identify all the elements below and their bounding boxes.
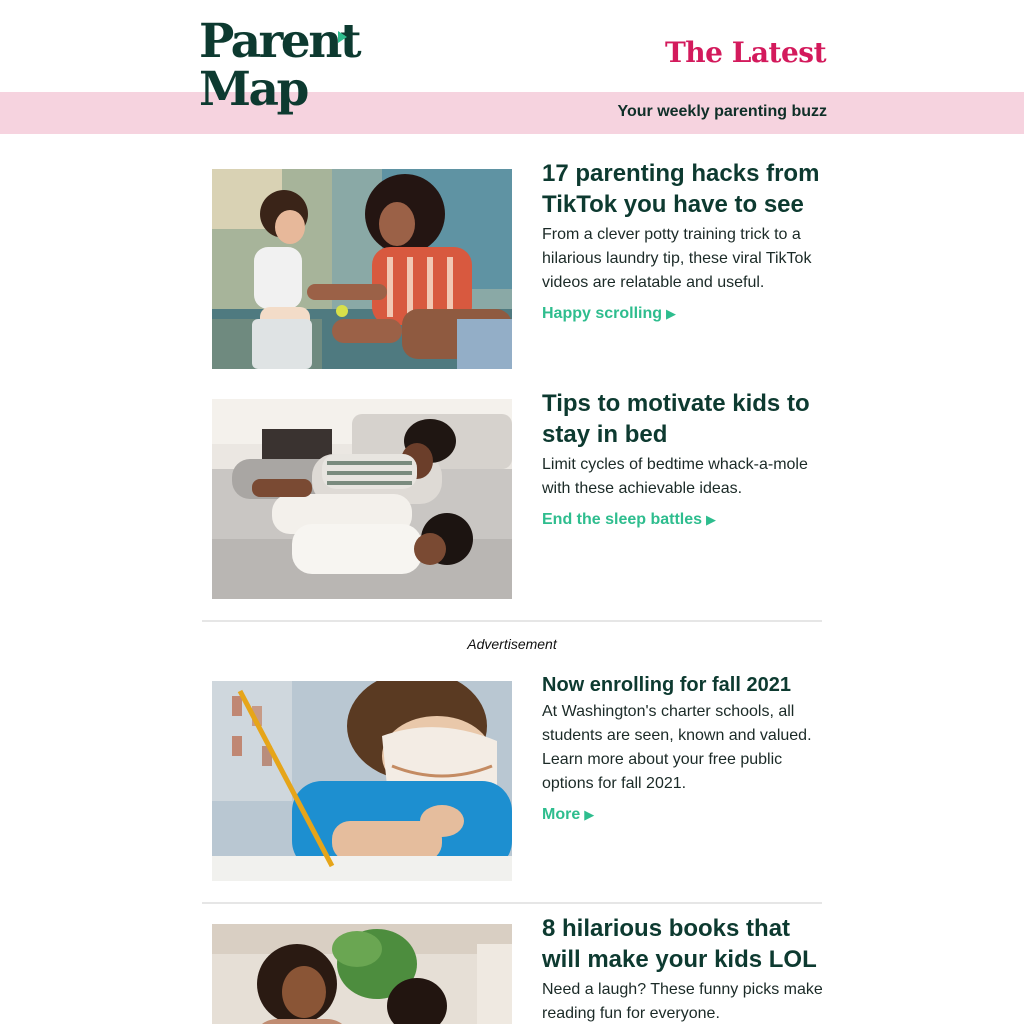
- article-image[interactable]: [212, 399, 512, 599]
- play-triangle-icon: ▶: [706, 512, 717, 527]
- header-band: [0, 92, 1024, 134]
- mother-child-reading-photo: [212, 924, 512, 1024]
- logo-play-icon: [338, 31, 347, 43]
- article-headline[interactable]: Tips to motivate kids to stay in bed: [542, 390, 810, 448]
- ad-headline[interactable]: Now enrolling for fall 2021: [542, 674, 791, 696]
- ad-description: At Washington's charter schools, all students are seen, known and valued. Learn more about your free public options for fall 2021.: [542, 703, 812, 792]
- mother-child-bed-photo: [212, 399, 512, 599]
- more-link[interactable]: [542, 806, 594, 824]
- article-card: [212, 390, 824, 599]
- ad-text: [542, 672, 827, 824]
- happy-scrolling-link[interactable]: [542, 305, 676, 323]
- logo-word-map: Map: [199, 62, 307, 117]
- section-divider: [202, 620, 822, 622]
- cta-label: Happy scrolling: [542, 305, 663, 322]
- ad-image[interactable]: [212, 681, 512, 881]
- end-sleep-battles-link[interactable]: [542, 511, 716, 529]
- play-triangle-icon: ▶: [584, 807, 595, 822]
- section-title: The Latest: [664, 36, 826, 69]
- article-text: [542, 158, 827, 323]
- article-text: [542, 388, 827, 529]
- article-description: From a clever potty training trick to a hilarious laundry tip, these viral TikTok videos are relatable and useful.: [542, 226, 812, 291]
- article-card: [212, 160, 824, 369]
- article-text: [542, 913, 827, 1024]
- article-image[interactable]: [212, 924, 512, 1024]
- ad-card: [212, 674, 824, 881]
- newsletter-tagline: Your weekly parenting buzz: [617, 103, 827, 120]
- newsletter-header: [0, 0, 1024, 134]
- child-writing-photo: [212, 681, 512, 881]
- article-headline[interactable]: 17 parenting hacks from TikTok you have to see: [542, 160, 820, 218]
- article-description: Need a laugh? These funny picks make reading fun for everyone.: [542, 981, 823, 1022]
- mother-toddler-photo: [212, 169, 512, 369]
- play-triangle-icon: ▶: [666, 306, 677, 321]
- section-divider: [202, 902, 822, 904]
- article-description: Limit cycles of bedtime whack-a-mole with these achievable ideas.: [542, 456, 808, 497]
- article-card: [212, 915, 824, 1024]
- cta-label: End the sleep battles: [542, 511, 703, 528]
- parentmap-logo[interactable]: [199, 14, 359, 124]
- advertisement-label: Advertisement: [467, 636, 557, 652]
- cta-label: More: [542, 806, 581, 823]
- article-headline[interactable]: 8 hilarious books that will make your kids LOL: [542, 915, 817, 973]
- article-image[interactable]: [212, 169, 512, 369]
- logo-word-parent: Parent: [199, 14, 360, 69]
